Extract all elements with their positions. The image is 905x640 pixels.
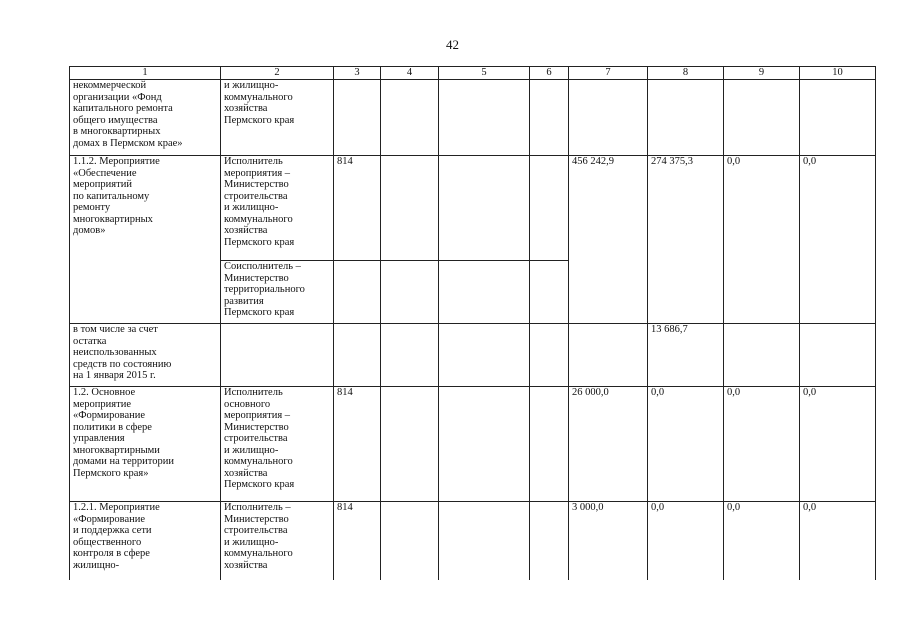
table-cell [530, 387, 569, 502]
table-cell: 0,0 [648, 502, 724, 581]
table-cell: 814 [334, 156, 381, 261]
table-cell: 814 [334, 387, 381, 502]
table-cell: 1.2. Основное мероприятие «Формирование политики в сфере управления многоквартирными домами на территории Пермского края» [70, 387, 221, 502]
table-cell [530, 80, 569, 156]
table-cell [530, 502, 569, 581]
table-cell: 0,0 [800, 156, 876, 324]
table-cell: 3 000,0 [569, 502, 648, 581]
budget-table [69, 66, 876, 580]
table-cell: 0,0 [724, 387, 800, 502]
column-header: 3 [334, 67, 381, 80]
column-header: 9 [724, 67, 800, 80]
table-cell [381, 502, 439, 581]
page-number: 42 [446, 37, 459, 52]
table-cell: Исполнитель основного мероприятия – Министерство строительства и жилищно- коммунального хозяйства Пермского края [221, 387, 334, 502]
table-header-row [70, 67, 876, 80]
column-header: 6 [530, 67, 569, 80]
table-cell [530, 324, 569, 387]
table-cell: 0,0 [800, 502, 876, 581]
table-cell [724, 80, 800, 156]
column-header: 1 [70, 67, 221, 80]
table-cell [439, 502, 530, 581]
table-cell [530, 156, 569, 261]
table-cell [334, 324, 381, 387]
column-header: 7 [569, 67, 648, 80]
table-cell [334, 80, 381, 156]
table-cell: 0,0 [648, 387, 724, 502]
column-header: 8 [648, 67, 724, 80]
table-cell [381, 387, 439, 502]
column-header: 2 [221, 67, 334, 80]
table-cell: 26 000,0 [569, 387, 648, 502]
table-cell: 0,0 [724, 156, 800, 324]
table-row [70, 502, 876, 581]
table-cell [381, 261, 439, 324]
column-header: 10 [800, 67, 876, 80]
table-cell: Исполнитель мероприятия – Министерство строительства и жилищно- коммунального хозяйства Пермского края [221, 156, 334, 261]
table-cell: 274 375,3 [648, 156, 724, 324]
table-row [70, 80, 876, 156]
table-cell [439, 387, 530, 502]
table-cell [439, 80, 530, 156]
table-cell [569, 80, 648, 156]
table-cell: некоммерческой организации «Фонд капитального ремонта общего имущества в многоквартирных домах в Пермском крае» [70, 80, 221, 156]
table-cell [381, 156, 439, 261]
table-cell [800, 80, 876, 156]
table-cell [381, 324, 439, 387]
table-cell: в том числе за счет остатка неиспользованных средств по состоянию на 1 января 2015 г. [70, 324, 221, 387]
table-cell [439, 261, 530, 324]
column-header: 5 [439, 67, 530, 80]
table-cell [530, 261, 569, 324]
table-cell: 13 686,7 [648, 324, 724, 387]
table-cell: 456 242,9 [569, 156, 648, 324]
table-cell: 814 [334, 502, 381, 581]
table-row [70, 156, 876, 261]
table-row [70, 387, 876, 502]
table-cell [800, 324, 876, 387]
column-header: 4 [381, 67, 439, 80]
table-cell [724, 324, 800, 387]
table-cell: 0,0 [800, 387, 876, 502]
table-cell [648, 80, 724, 156]
table-cell [439, 324, 530, 387]
table-cell: 1.1.2. Мероприятие «Обеспечение мероприятий по капитальному ремонту многоквартирных домов» [70, 156, 221, 324]
table-cell: 1.2.1. Мероприятие «Формирование и поддержка сети общественного контроля в сфере жилищно- [70, 502, 221, 581]
table-cell: Исполнитель – Министерство строительства и жилищно- коммунального хозяйства [221, 502, 334, 581]
table-cell: и жилищно- коммунального хозяйства Пермского края [221, 80, 334, 156]
table-cell [221, 324, 334, 387]
table-cell: Соисполнитель – Министерство территориального развития Пермского края [221, 261, 334, 324]
table-cell [439, 156, 530, 261]
table-cell: 0,0 [724, 502, 800, 581]
table-row [70, 324, 876, 387]
table-cell [334, 261, 381, 324]
table-cell [381, 80, 439, 156]
table-cell [569, 324, 648, 387]
